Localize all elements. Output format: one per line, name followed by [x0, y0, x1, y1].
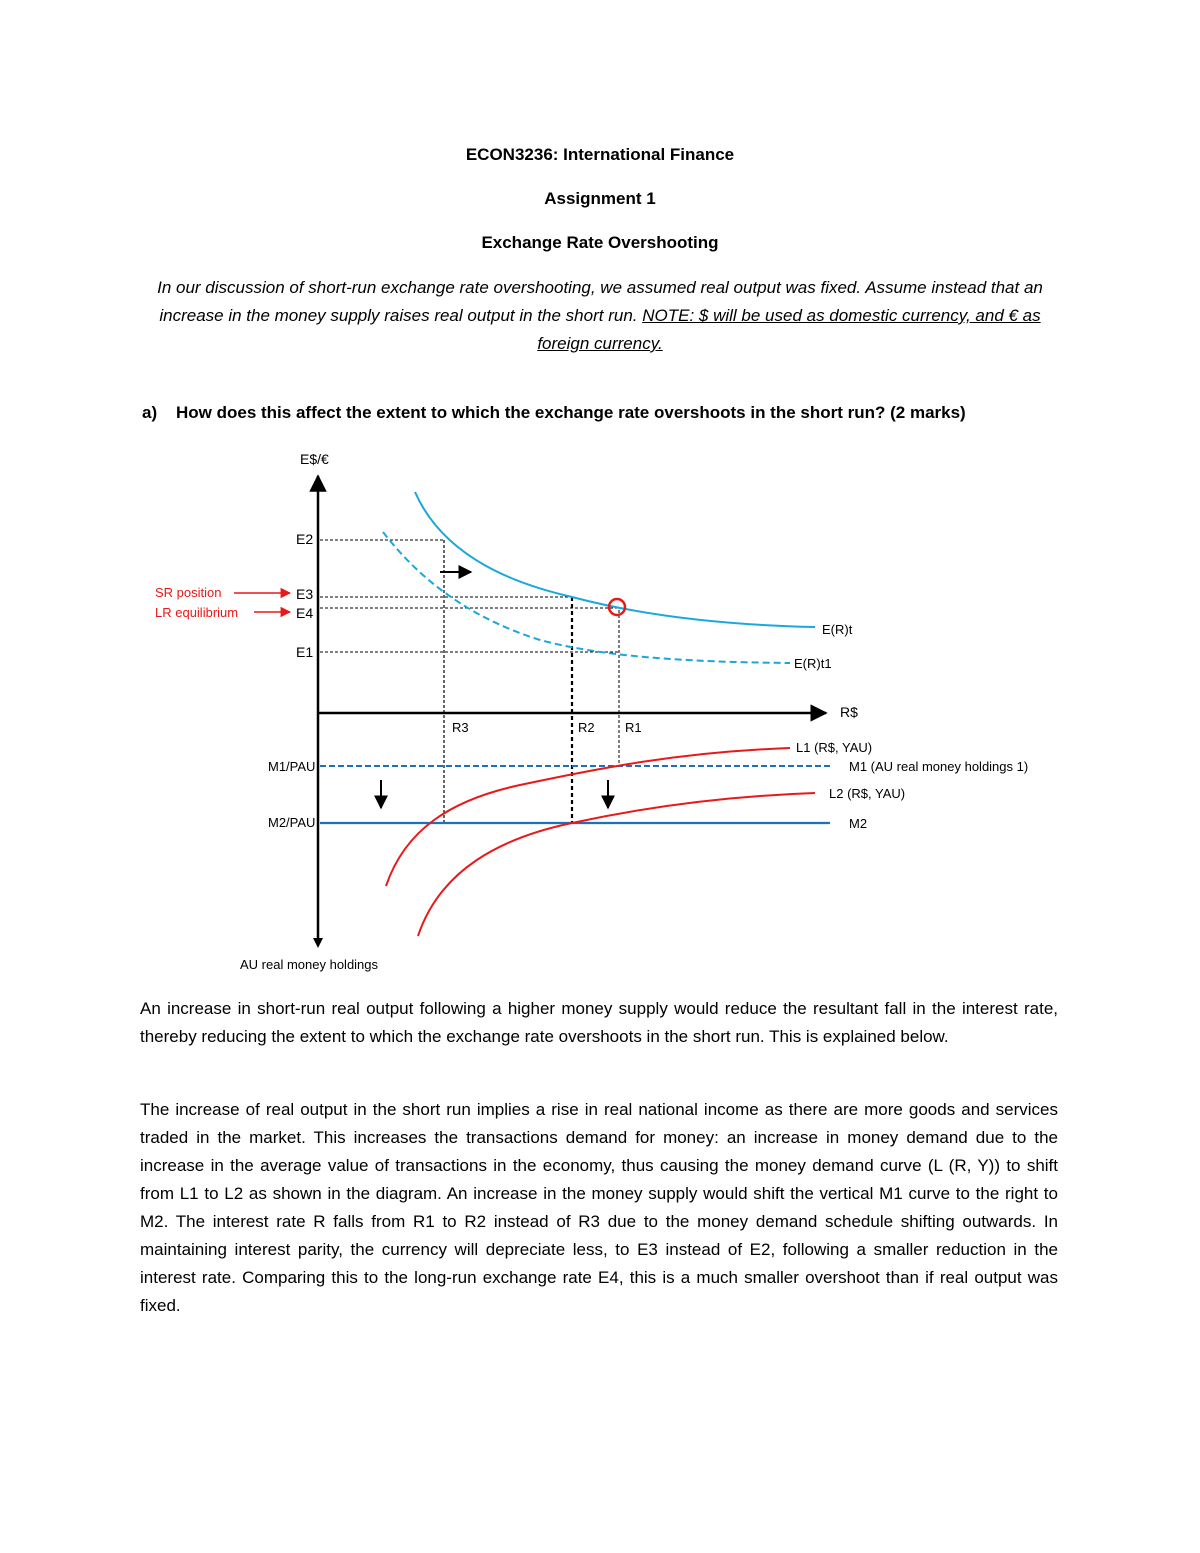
question-a [142, 403, 1062, 423]
bottom-axis-label: AU real money holdings [240, 957, 379, 972]
er-t1-label: E(R)t1 [794, 656, 832, 671]
m1-label: M1 (AU real money holdings 1) [849, 759, 1029, 774]
er-t-label: E(R)t [822, 622, 853, 637]
question-text: How does this affect the extent to which the exchange rate overshoots in the short run? (2 marks) [176, 403, 966, 422]
topic-title: Exchange Rate Overshooting [481, 233, 719, 252]
r2-label: R2 [578, 720, 595, 735]
m1-pau-label: M1/PAU [268, 759, 316, 774]
r1-label: R1 [625, 720, 642, 735]
m2-label: M2 [849, 816, 868, 831]
e2-label: E2 [296, 531, 314, 547]
course-title: ECON3236: International Finance [465, 145, 735, 164]
answer-paragraph-2: The increase of real output in the short run implies a rise in real national income as there are more goods and services traded in the market. This increases the transactions demand for money: an increase in money demand due to the increase in the average value of transactions in the economy, thus causing the money demand curve (L (R, Y)) to shift from L1 to L2 as shown in the diagram. An increase in the money supply would shift the vertical M1 curve to the right to M2. The interest rate R falls from R1 to R2 instead of R3 due to the money demand schedule shifting outwards. In maintaining interest parity, the currency will depreciate less, to E3 instead of E2, following a smaller reduction in the interest rate. Comparing this to the long-run exchange rate E4, this is a much smaller overshoot than if real output was fixed. [140, 1100, 1058, 1315]
r3-label: R3 [452, 720, 469, 735]
m2-pau-label: M2/PAU [268, 815, 316, 830]
l1-curve [386, 748, 790, 886]
vertical-axis-bottom-arrow [313, 938, 323, 948]
intro-text: In our discussion of short-run exchange rate overshooting, we assumed real output was fixed. Assume instead that an increase in the money supply raises real output in the short run. [157, 278, 1043, 325]
assignment-title: Assignment 1 [544, 189, 656, 208]
e4-label: E4 [296, 605, 314, 621]
e3-label: E3 [296, 586, 314, 602]
intro-paragraph [140, 274, 1060, 358]
x-axis-label: R$ [840, 704, 858, 720]
currency-note: NOTE: $ will be used as domestic currency, and € as foreign currency. [537, 306, 1041, 353]
overshooting-diagram [0, 440, 1200, 980]
e1-label: E1 [296, 644, 314, 660]
y-axis-label: E$/€ [300, 451, 329, 467]
l2-label: L2 (R$, YAU) [829, 786, 906, 801]
l2-curve [418, 793, 815, 936]
lr-equilibrium-label: LR equilibrium [155, 605, 239, 620]
sr-position-label: SR position [155, 585, 222, 600]
er-t-curve [415, 492, 815, 627]
answer-paragraph-1: An increase in short-run real output following a higher money supply would reduce the resultant fall in the interest rate, thereby reducing the extent to which the exchange rate overshoots in the short run. This is explained below. [140, 999, 1058, 1046]
question-label: a) [142, 403, 158, 422]
l1-label: L1 (R$, YAU) [796, 740, 873, 755]
